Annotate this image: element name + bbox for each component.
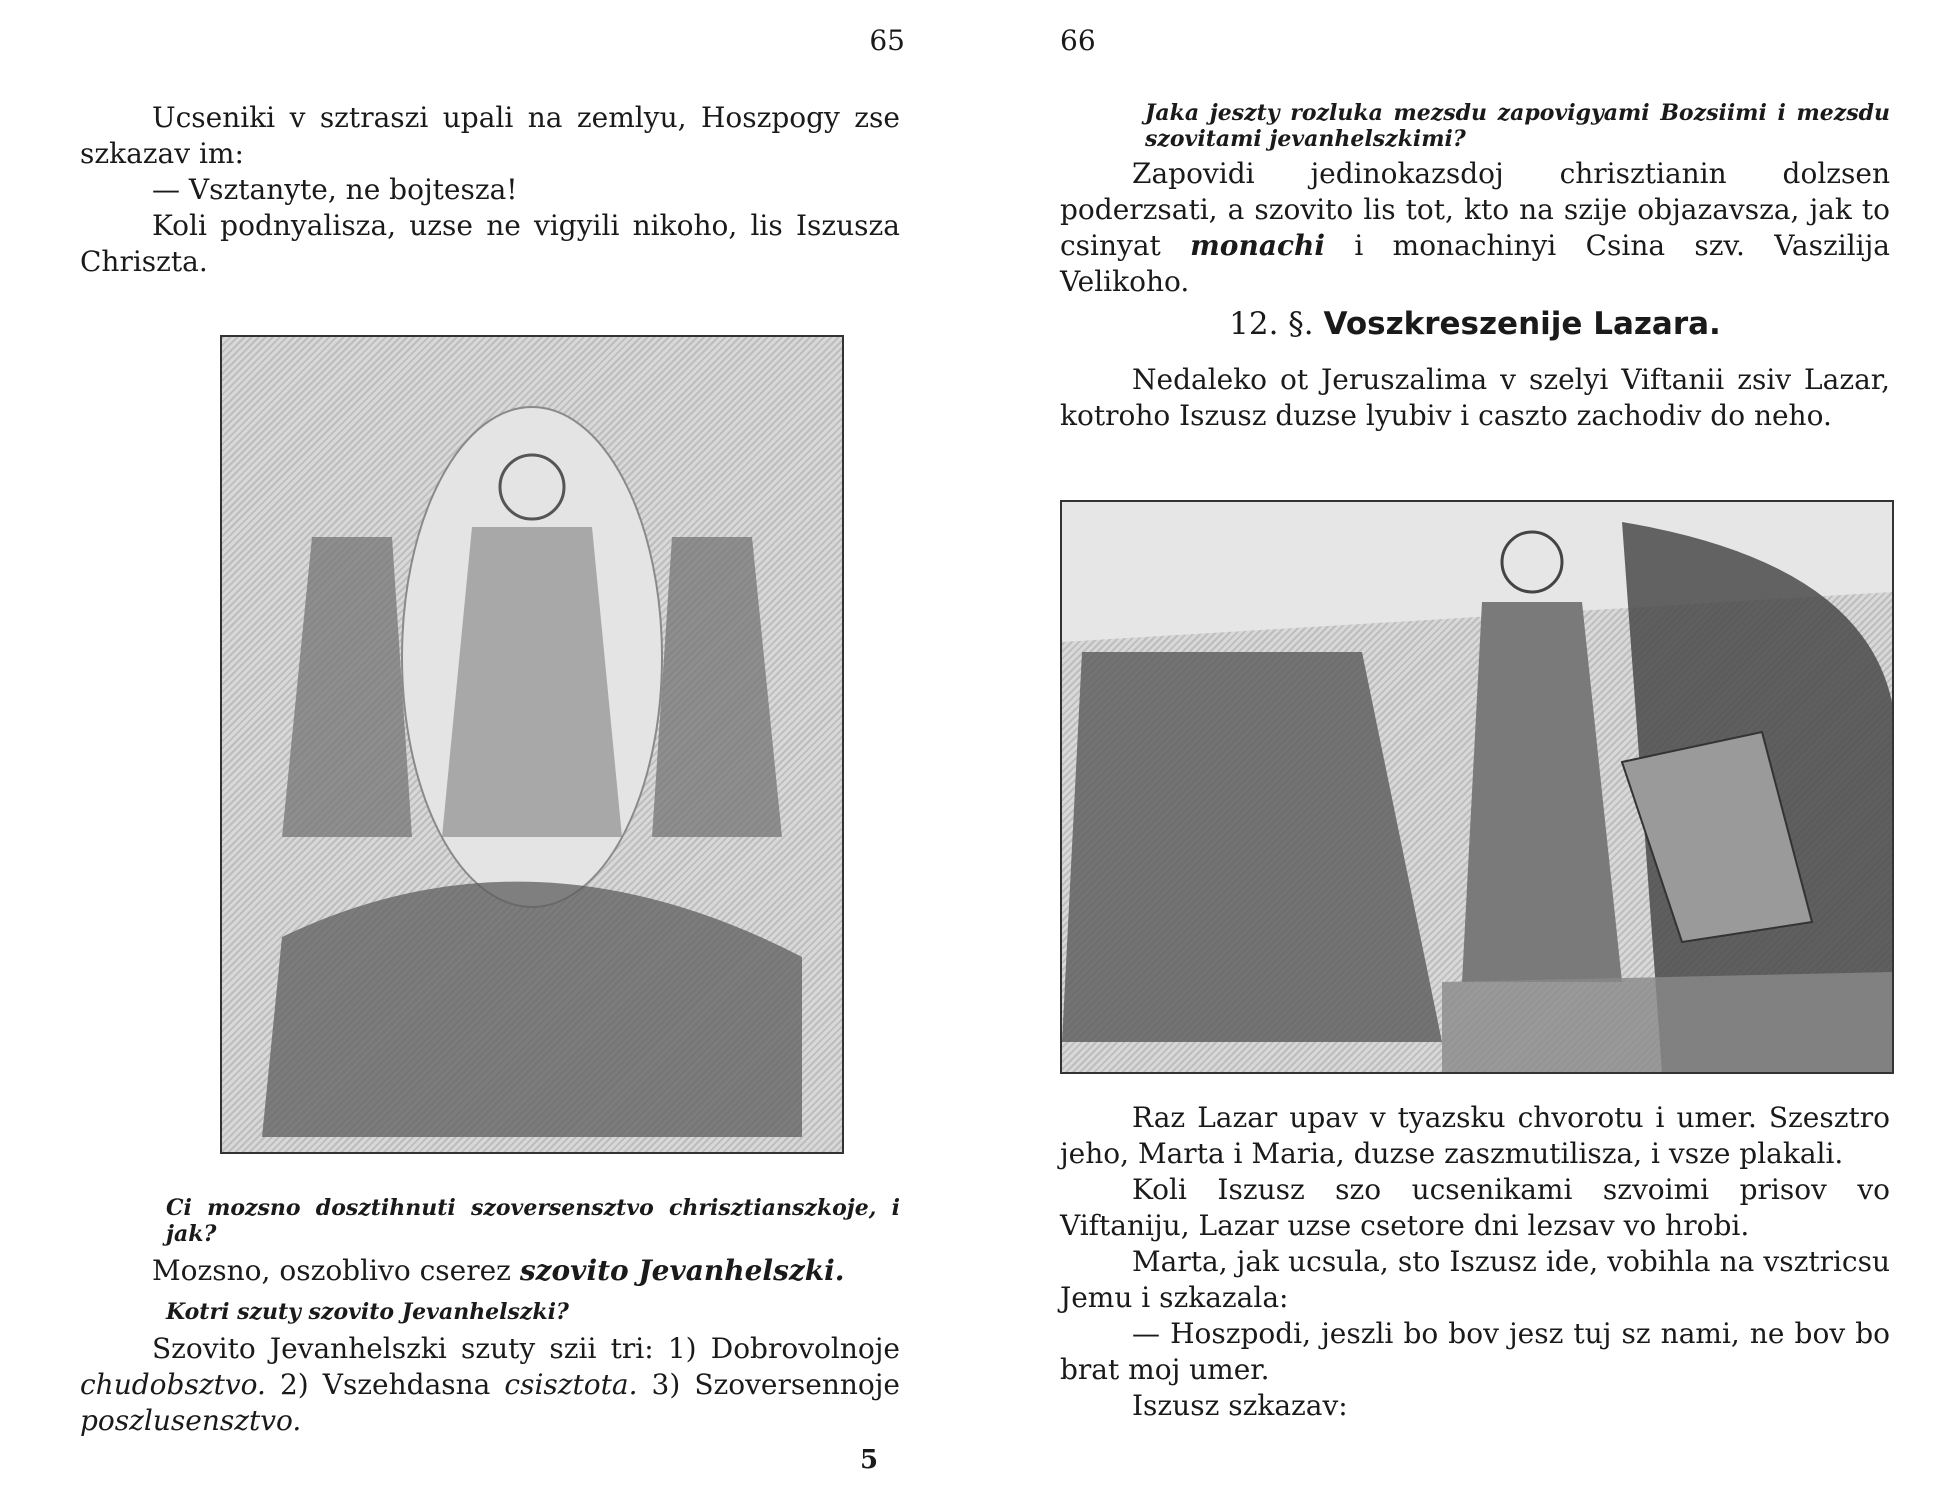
section-heading bbox=[1060, 306, 1890, 342]
answer-2 bbox=[80, 1331, 900, 1439]
section-title: Voszkreszenije Lazara. bbox=[1323, 306, 1721, 342]
page-number-left: 65 bbox=[869, 24, 905, 57]
transfiguration-illustration bbox=[220, 335, 844, 1154]
answer-2-term1: chudobsztvo. bbox=[80, 1368, 266, 1401]
para-4: Marta, jak ucsula, sto Iszusz ide, vobihla na vsztricsu Jemu i szkazala: bbox=[1060, 1245, 1890, 1314]
answer-1-bold: szovito Jevanhelszki. bbox=[519, 1254, 845, 1287]
intro-line-3: Koli podnyalisza, uzse ne vigyili nikoho, lis Iszusza Chriszta. bbox=[80, 209, 900, 278]
question-2: Kotri szuty szovito Jevanhelszki? bbox=[166, 1299, 569, 1325]
para-1-text: Nedaleko ot Jeruszalima v szelyi Viftanii zsiv Lazar, kotroho Iszusz duzse lyubiv i caszto zachodiv do neho. bbox=[1060, 363, 1890, 432]
answer-2-term2: csisztota. bbox=[504, 1368, 638, 1401]
right-page bbox=[1060, 0, 1890, 1500]
page-number-right: 66 bbox=[1060, 24, 1096, 57]
intro-line-1: Ucseniki v sztraszi upali na zemlyu, Hoszpogy zse szkazav im: bbox=[80, 101, 900, 170]
answer-2-term3: poszlusensztvo. bbox=[80, 1404, 302, 1437]
section-number: 12. §. bbox=[1229, 306, 1314, 342]
qa-section-right bbox=[1060, 100, 1890, 300]
answer-right-text-1: Zapovidi jedinokazsdoj chrisztianin dolzsen poderzsati, a szovito lis tot, kto na szije objazavsza, jak to csinyat bbox=[1060, 157, 1890, 262]
answer-right-term: monachi bbox=[1190, 229, 1326, 262]
answer-1-text: Mozsno, oszoblivo cserez bbox=[152, 1254, 511, 1287]
narrative-text bbox=[1060, 1100, 1890, 1424]
para-6: Iszusz szkazav: bbox=[1132, 1389, 1348, 1422]
para-5: — Hoszpodi, jeszli bo bov jesz tuj sz nami, ne bov bo brat moj umer. bbox=[1060, 1317, 1890, 1386]
answer-2-part3: 3) Szoversennoje bbox=[651, 1368, 900, 1401]
intro-line-2: — Vsztanyte, ne bojtesza! bbox=[152, 173, 518, 206]
answer-1 bbox=[80, 1253, 900, 1289]
lazarus-illustration bbox=[1060, 500, 1894, 1074]
answer-2-part2: 2) Vszehdasna bbox=[279, 1368, 491, 1401]
question-right: Jaka jeszty rozluka mezsdu zapovigyami Bozsiimi i mezsdu szovitami jevanhelszkimi? bbox=[1145, 100, 1890, 152]
qa-section-left bbox=[80, 1195, 900, 1439]
question-1: Ci mozsno dosztihnuti szoversensztvo chrisztianszkoje, i jak? bbox=[166, 1195, 900, 1247]
left-page bbox=[80, 0, 905, 1500]
answer-right bbox=[1060, 156, 1890, 300]
answer-2-part1: Szovito Jevanhelszki szuty szii tri: 1) Dobrovolnoje bbox=[152, 1332, 900, 1365]
signature-mark: 5 bbox=[860, 1445, 879, 1475]
para-3: Koli Iszusz szo ucsenikami szvoimi prisov vo Viftaniju, Lazar uzse csetore dni lezsav vo hrobi. bbox=[1060, 1173, 1890, 1242]
intro-text bbox=[80, 100, 900, 280]
para-2: Raz Lazar upav v tyazsku chvorotu i umer. Szesztro jeho, Marta i Maria, duzse zaszmutilisza, i vsze plakali. bbox=[1060, 1101, 1890, 1170]
answer-right-text-2: i monachinyi Csina szv. Vaszilija Velikoho. bbox=[1060, 229, 1890, 298]
paragraph-1 bbox=[1060, 362, 1890, 434]
